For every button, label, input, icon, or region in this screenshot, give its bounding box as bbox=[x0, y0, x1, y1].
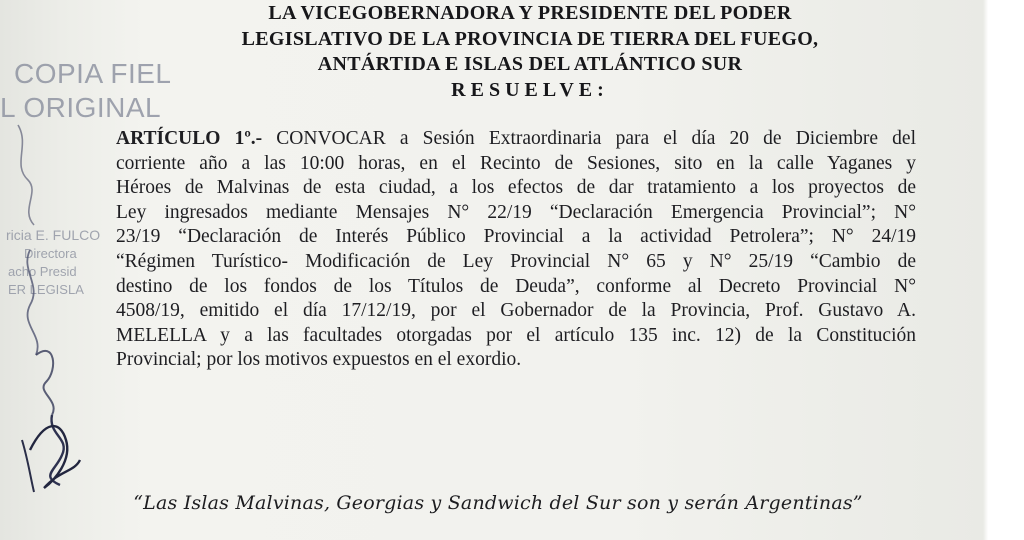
stamp-signer-title: Directora bbox=[24, 246, 77, 261]
stamp-signer-name: ricia E. FULCO bbox=[6, 227, 101, 243]
stamp-copia-fiel: COPIA FIEL bbox=[14, 58, 172, 89]
handwritten-signature bbox=[0, 120, 110, 500]
header-line-2: LEGISLATIVO DE LA PROVINCIA DE TIERRA DEL FUEGO, bbox=[241, 28, 819, 50]
header-line-1: LA VICEGOBERNADORA Y PRESIDENTE DEL PODER bbox=[268, 2, 792, 24]
article-heading: ARTÍCULO 1º.- bbox=[116, 128, 263, 149]
footer-motto: “Las Islas Malvinas, Georgias y Sandwich del Sur son y serán Argentinas” bbox=[133, 492, 863, 514]
article-line: Provincial; por los motivos expuestos en el exordio. bbox=[116, 349, 522, 371]
resuelve-heading: RESUELVE: bbox=[451, 79, 609, 101]
article-1 bbox=[116, 127, 916, 373]
stamp-department: acho Presid bbox=[8, 264, 77, 279]
article-line: Héroes de Malvinas de esta ciudad, a los efectos de dar tratamiento a los proyectos de bbox=[116, 177, 916, 199]
article-line: destino de los fondos de los Títulos de Deuda”, conforme al Decreto Provincial N° bbox=[116, 275, 916, 297]
article-line: “Régimen Turístico- Modificación de Ley Provincial N° 65 y N° 25/19 “Cambio de bbox=[116, 250, 916, 272]
stamp-original: L ORIGINAL bbox=[0, 92, 162, 123]
article-line: Ley ingresados mediante Mensajes N° 22/19 “Declaración Emergencia Provincial”; N° bbox=[116, 201, 916, 223]
article-line: 23/19 “Declaración de Interés Público Provincial a la actividad Petrolera”; N° 24/19 bbox=[116, 226, 916, 248]
stamp-subdepartment: ER LEGISLA bbox=[8, 282, 84, 297]
page-margin bbox=[988, 0, 1024, 540]
article-line: 4508/19, emitido el día 17/12/19, por el Gobernador de la Provincia, Prof. Gustavo A. bbox=[116, 300, 916, 322]
article-line: corriente año a las 10:00 horas, en el Recinto de Sesiones, sito en la calle Yaganes y bbox=[116, 152, 916, 174]
article-line: MELELLA y a las facultades otorgadas por el artículo 135 inc. 12) de la Constitución bbox=[116, 324, 916, 346]
header-line-3: ANTÁRTIDA E ISLAS DEL ATLÁNTICO SUR bbox=[317, 53, 743, 75]
article-line bbox=[116, 127, 916, 152]
article-line-text: CONVOCAR a Sesión Extraordinaria para el día 20 de Diciembre del bbox=[262, 128, 916, 149]
